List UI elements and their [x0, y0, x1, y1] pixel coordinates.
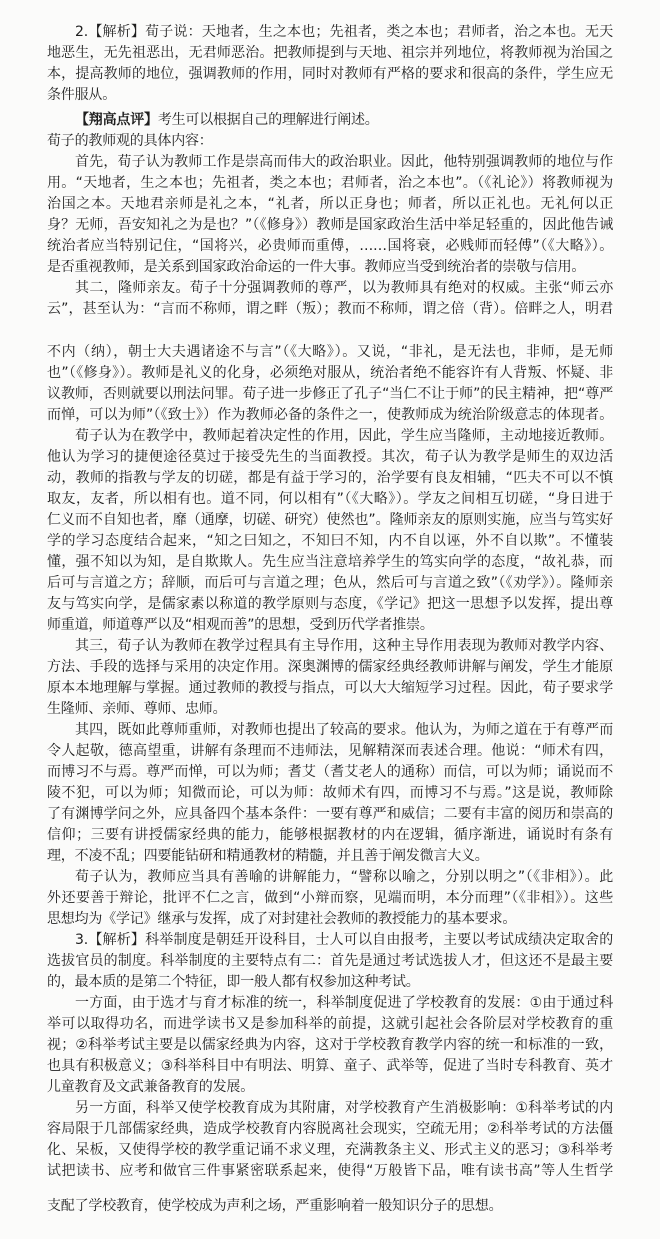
text-line: 儿童教育及文武兼备教育的发展。: [47, 1079, 254, 1095]
text-line: 也具有积极意义；③科举科目中有明法、明算、童子、武举等，促进了当时专科教育、英才: [47, 1058, 613, 1074]
comment-line: [47, 110, 613, 131]
text-line: 的，最本质的是第二个特征，即一般人都有权参加这种考试。: [47, 974, 420, 990]
text-line: 了有渊博学问之外，应具备四个基本条件：一要有尊严和威信；二要有丰富的阅历和崇高的: [47, 806, 613, 822]
text-line: 统治者应当特别记住，“国将兴，必贵师而重傅，……国将衰，必贱师而轻傅”（《大略》）。: [47, 238, 613, 254]
text-line: 议教师，否则就要以刑法问罪。荀子进一步修正了孔子“当仁不让于师”的民主精神，把“尊严: [47, 386, 613, 402]
text-line: 一方面，由于选才与育才标准的统一，科举制度促进了学校教育的发展：①由于通过科: [75, 995, 613, 1011]
text-line: 本，提高教师的地位，强调教师的作用，同时对教师有严格的要求和很高的条件，学生应无: [47, 66, 613, 82]
text-line: 用。“天地者，生之本也；先祖者，类之本也；君师者，治之本也”。（《礼论》）将教师视为: [47, 175, 613, 191]
text-line: 理，不凌不乱；四要能钻研和精通教材的精髓，并且善于阐发微言大义。: [47, 848, 489, 864]
text-line: 令人起敬，德高望重，讲解有条理而不违师法，见解精深而表述合理。他说：“师术有四，: [47, 743, 613, 759]
text-line: 外还要善于辩论，批评不仁之言，做到“小辩而察，见端而明，本分而理”（《非相》）。这些: [47, 890, 613, 906]
text-line: 地恶生，无先祖恶出，无君师恶治。把教师提到与天地、祖宗并列地位，将教师视为治国之: [47, 45, 613, 61]
text-line: 取友，友者，所以相有也。道不同，何以相有”（《大略》）。学友之间相互切磋，“身日进于: [47, 491, 613, 507]
text-line: 不内（纳），朝士大夫遇诸途不与言”（《大略》）。又说，“非礼，是无法也，非师，是无师: [47, 344, 613, 360]
text-line: 另一方面，科举又使学校教育成为其附庸，对学校教育产生消极影响：①科举考试的内: [75, 1100, 613, 1116]
comment-label: 【翔高点评】: [75, 112, 158, 128]
text-line: 容局限于几部儒家经典，造成学校教育内容脱离社会现实，空疏无用；②科举考试的方法僵: [47, 1121, 613, 1137]
text-line: 视；②科举考试主要是以儒家经典为内容，这对于学校教育教学内容的统一和标准的一致，: [47, 1037, 613, 1053]
text-line: 首先，荀子认为教师工作是崇高而伟大的政治职业。因此，他特别强调教师的地位与作: [75, 154, 613, 170]
text-line: 2.【解析】荀子说：天地者，生之本也；先祖者，类之本也；君师者，治之本也。无天: [75, 24, 613, 40]
text-line: 而博习不与焉。尊严而惮，可以为师；耆艾（耆艾老人的通称）而信，可以为师；诵说而不: [47, 764, 613, 780]
text-line: 师重道，师道尊严以及“相观而善”的思想，受到历代学者推崇。: [47, 617, 434, 633]
text-line: 后可与言道之方；辞顺，而后可与言道之理；色从，然后可与言道之致”（《劝学》）。隆师亲: [47, 575, 613, 591]
text-line: 条件服从。: [47, 87, 116, 103]
text-line: 友与笃实向学，是儒家素以称道的教学原则与态度，《学记》把这一思想予以发挥，提出尊: [47, 596, 613, 612]
text-line: 而惮，可以为师”（《致士》）作为教师必备的条件之一，使教师成为统治阶级意志的体现者。: [47, 407, 613, 423]
text-line: 仁义而不自知也者，靡（通摩，切磋、研究）使然也”。隆师亲友的原则实施，应当与笃实好: [47, 512, 613, 528]
text-line: 方法、手段的选择与采用的决定作用。深奥渊博的儒家经典经教师讲解与阐发，学生才能原: [47, 659, 613, 675]
text-line: 生隆师、亲师、尊师、忠师。: [47, 701, 227, 717]
comment-text: 考生可以根据自己的理解进行阐述。: [157, 112, 379, 128]
text-line: 其三，荀子认为教师在教学过程具有主导作用，这种主导作用表现为教师对教学内容、: [75, 638, 613, 654]
text-line: 信仰；三要有讲授儒家经典的能力，能够根据教材的内在逻辑，循序渐进，诵说时有条有: [47, 827, 613, 843]
text-line: 化、呆板，又使得学校的教学重记诵不求义理，充满教条主义、形式主义的恶习；③科举考: [47, 1142, 613, 1158]
text-line: 学的学习态度结合起来，“知之曰知之，不知曰不知，内不自以诬，外不自以欺”。不懂装: [47, 533, 613, 549]
text-line: 云”，甚至认为：“言而不称师，谓之畔（叛）；教而不称师，谓之倍（背）。倍畔之人，明君: [47, 301, 613, 317]
text-line: 荀子认为，教师应当具有善喻的讲解能力，“譬称以喻之，分别以明之”（《非相》）。此: [75, 869, 613, 885]
text-line: 他认为学习的捷便途径莫过于接受先生的当面教授。其次，荀子认为教学是师生的双边活: [47, 449, 613, 465]
text-line: 3.【解析】科举制度是朝廷开设科目，士人可以自由报考，主要以考试成绩决定取舍的: [75, 932, 613, 948]
text-line: 选拔官员的制度。科举制度的主要特点有二：首先是通过考试选拔人才，但这还不是最主要: [47, 953, 613, 969]
text-line: 原本本地理解与掌握。通过教师的教授与指点，可以大大缩短学习过程。因此，荀子要求学: [47, 680, 613, 696]
text-line: 是否重视教师，是关系到国家政治命运的一件大事。教师应当受到统治者的崇敬与信用。: [47, 259, 586, 275]
text-line: 身？无师，吾安知礼之为是也？”（《修身》）教师是国家政治生活中举足轻重的，因此他告诫: [47, 217, 613, 233]
text-line: 思想均为《学记》继承与发挥，成了对封建社会教师的教授能力的基本要求。: [47, 911, 517, 927]
text-line: 也”（《修身》）。教师是礼义的化身，必须绝对服从，统治者绝不能容许有人背叛、怀疑、非: [47, 365, 613, 381]
section-heading: 荀子的教师观的具体内容：: [47, 133, 213, 149]
text-line: 治国之本。天地君亲师是礼之本，“礼者，所以正身也；师者，所以正礼也。无礼何以正: [47, 196, 613, 212]
text-line: 陵不犯，可以为师；知微而论，可以为师：故师术有四，而博习不与焉。”这是说，教师除: [47, 785, 613, 801]
text-line: 其四，既如此尊师重师，对教师也提出了较高的要求。他认为，为师之道在于有尊严而: [75, 722, 613, 738]
text-line: 懂，强不知以为知，是自欺欺人。先生应当注意培养学生的笃实向学的态度，“故礼恭，而: [47, 554, 613, 570]
text-line: 动，教师的指教与学友的切磋，都是有益于学习的，治学要有良友相辅，“匹夫不可以不慎: [47, 470, 613, 486]
text-line: 试把读书、应考和做官三件事紧密联系起来，使得“万般皆下品，唯有读书高”等人生哲学: [47, 1163, 613, 1179]
text-line: 举可以取得功名，而进学读书又是参加科举的前提，这就引起社会各阶层对学校教育的重: [47, 1016, 613, 1032]
text-line: 荀子认为在教学中，教师起着决定性的作用，因此，学生应当隆师，主动地接近教师。: [75, 428, 613, 444]
text-line: 支配了学校教育，使学校成为声利之场，严重影响着一般知识分子的思想。: [47, 1198, 503, 1214]
text-line: 其二，隆师亲友。荀子十分强调教师的尊严，以为教师具有绝对的权威。主张“师云亦: [75, 280, 613, 296]
document-page: [47, 22, 613, 1217]
